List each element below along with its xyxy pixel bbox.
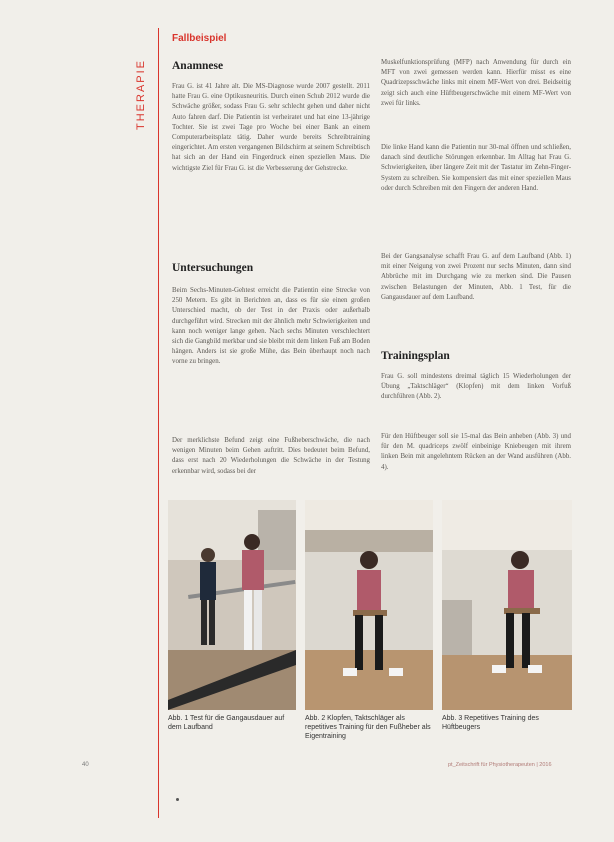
- paragraph-untersuchungen-2: Der merklichste Befund zeigt eine Fußheberschwäche, die nach wenigen Minuten beim Gehen auftritt. Dies bedeutet beim Befund, dass erst nach 20 Wiederholungen die Schwäche in der Testung erkennbar wird, sodass bei der: [172, 437, 370, 475]
- paragraph-anamnese: Frau G. ist 41 Jahre alt. Die MS-Diagnose wurde 2007 gestellt. 2011 hatte Frau G. eine Optikusneuritis. Durch einen Schub 2012 wurde die Schwäche größer, sodass Frau G. sehr schlecht gehen und daher nicht Auto fahren darf. Die Patientin ist verheiratet und hat eine 13-jährige Tochter. Sie ist zwei Tage pro Woche bei einer Bank an einem Computerarbeitsplatz tätig. Daher wurde bereits Schreibtraining eingerichtet. Am ersten vergangenen Bildschirm at seinem Schreibtisch hat sich an der Hand ein Fingerdruck einen speziellen Maus. Die wichtigste Ziel für Frau G. ist die Verbesserung der Gehstrecke.: [172, 83, 370, 172]
- heading-trainingsplan: Trainingsplan: [381, 350, 450, 362]
- paragraph-training-2: Für den Hüftbeuger soll sie 15-mal das Bein anheben (Abb. 3) und für den M. quadriceps zwölf einbeinige Kniebeugen mit ihrem linken Bein mit angelehntem Rücken an der Wand ausführen (Abb. 4).: [381, 433, 571, 471]
- scan-mark: [176, 798, 179, 801]
- heading-untersuchungen: Untersuchungen: [172, 262, 254, 274]
- heading-anamnese: Anamnese: [172, 60, 224, 72]
- figure-3-caption: Abb. 3 Repetitives Training des Hüftbeugers: [442, 715, 539, 731]
- section-label-therapie: THERAPIE: [135, 58, 147, 130]
- section-divider: [158, 28, 159, 818]
- figure-1-photo: [168, 500, 296, 710]
- paragraph-laufband: Bei der Gangsanalyse schafft Frau G. auf dem Laufband (Abb. 1) mit einer Neigung von zwei Prozent nur sechs Minuten, dann sind Abbrüche mit im Durchgang wie zu merken sind. Die Pausen zwischen Belastungen der Minuten, Abb. 1 Test, für die Gangausdauer auf dem Laufband.: [381, 253, 571, 301]
- figure-2-caption: Abb. 2 Klopfen, Taktschläger als repetitives Training für den Fußheber als Eigentraining: [305, 715, 431, 740]
- figure-2-photo: [305, 500, 433, 710]
- journal-footer: pt_Zeitschrift für Physiotherapeuten | 2016: [448, 762, 552, 768]
- paragraph-training-1: Frau G. soll mindestens dreimal täglich 15 Wiederholungen der Übung „Taktschläger“ (Klopfen) mit dem linken Vorfuß durchführen (Abb. 2).: [381, 373, 571, 401]
- paragraph-hand: Die linke Hand kann die Patientin nur 30-mal öffnen und schließen, danach sind deutliche Störungen erkennbar. Im Alltag hat Frau G. Schwierigkeiten, über längere Zeit mit der Tastatur im Zehn-Finger-System zu schreiben. Sie kompensiert das mit einer speziellen Maus oder durch Schreiben mit den Fingern der anderen Hand.: [381, 144, 571, 192]
- paragraph-muskelfunktion: Muskelfunktionsprüfung (MFP) nach Anwendung für durch ein MFT von zwei gemessen werden kann. Hierfür misst es eine Quadrizepsschwäche links mit einem MF-Wert von drei. Beidseitig zeigt sich auch eine Hüftbeugerschwäche mit einem MF-Wert von zwei für links.: [381, 59, 571, 107]
- figure-3-photo: [442, 500, 572, 710]
- figure-1-caption: Abb. 1 Test für die Gangausdauer auf dem Laufband: [168, 715, 285, 731]
- kicker-label: Fallbeispiel: [172, 33, 227, 44]
- page-number: 40: [82, 762, 89, 768]
- paragraph-untersuchungen-1: Beim Sechs-Minuten-Gehtest erreicht die Patientin eine Strecke von 250 Metern. Es gibt in Berichten an, dass es für sie einen großen Unterschied macht, ob der Test in der Praxis oder außerhalb durchgeführt wird. Strecken mit der ähnlich mehr Schwierigkeiten und kann noch weniger lange gehen. Nach sechs Minuten verschlechtert sich die Gangbild merkbar und sie bleibt mit dem linken Fuß am Boden hängen. Anders ist sie große Mühe, das Bein überhaupt noch nach vorne zu bringen.: [172, 287, 370, 366]
